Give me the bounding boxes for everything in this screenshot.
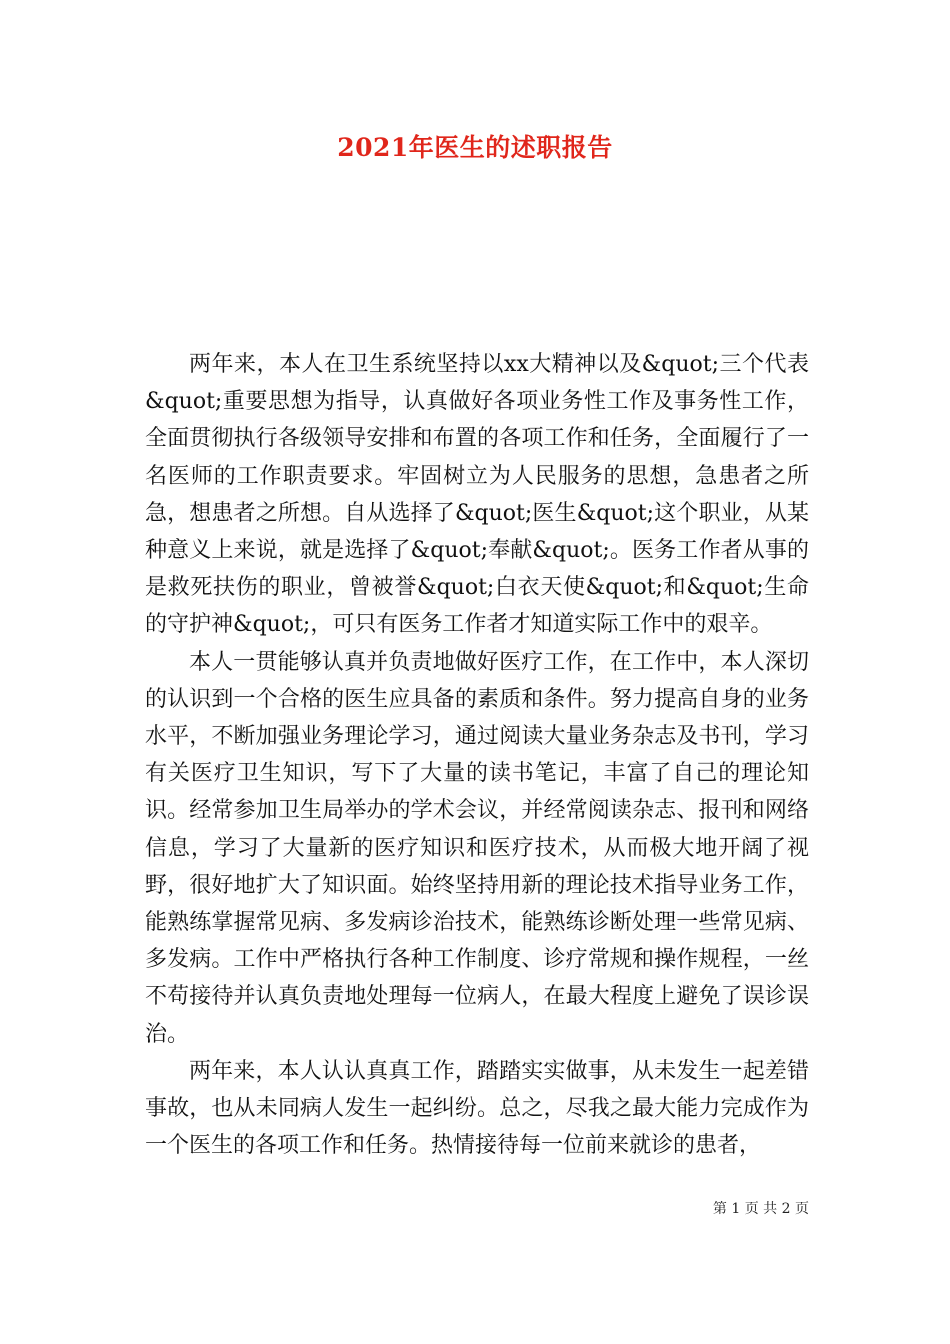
- paragraph-2: 本人一贯能够认真并负责地做好医疗工作，在工作中，本人深切的认识到一个合格的医生应具备的素质和条件。努力提高自身的业务水平，不断加强业务理论学习，通过阅读大量业务杂志及书刊，学习有关医疗卫生知识，写下了大量的读书笔记，丰富了自己的理论知识。经常参加卫生局举办的学术会议，并经常阅读杂志、报刊和网络信息，学习了大量新的医疗知识和医疗技术，从而极大地开阔了视野，很好地扩大了知识面。始终坚持用新的理论技术指导业务工作，能熟练掌握常见病、多发病诊治技术，能熟练诊断处理一些常见病、多发病。工作中严格执行各种工作制度、诊疗常规和操作规程，一丝不苟接待并认真负责地处理每一位病人，在最大程度上避免了误诊误治。: [145, 649, 809, 1047]
- paragraph-1: 两年来，本人在卫生系统坚持以xx大精神以及&quot;三个代表&quot;重要思想为指导，认真做好各项业务性工作及事务性工作，全面贯彻执行各级领导安排和布置的各项工作和任务，全面履行了一名医师的工作职责要求。牢固树立为人民服务的思想，急患者之所急，想患者之所想。自从选择了&quot;医生&quot;这个职业，从某种意义上来说，就是选择了&quot;奉献&quot;。医务工作者从事的是救死扶伤的职业，曾被誉&quot;白衣天使&quot;和&quot;生命的守护神&quot;，可只有医务工作者才知道实际工作中的艰辛。: [145, 352, 809, 638]
- document-body: [145, 346, 809, 1164]
- paragraph-3: 两年来，本人认认真真工作，踏踏实实做事，从未发生一起差错事故，也从未同病人发生一起纠纷。总之，尽我之最大能力完成作为一个医生的各项工作和任务。热情接待每一位前来就诊的患者，: [145, 1058, 809, 1159]
- page-number: 第 1 页 共 2 页: [712, 1201, 809, 1217]
- document-title: 2021年医生的述职报告: [337, 133, 613, 162]
